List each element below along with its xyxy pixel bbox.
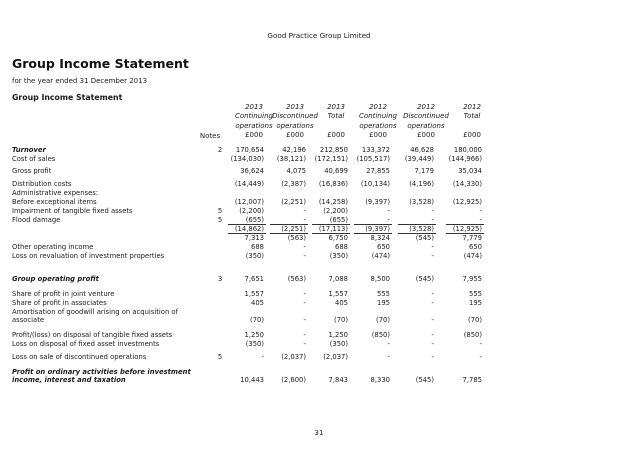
row-label: Other operating income: [12, 243, 94, 251]
subtotal-rule: [446, 224, 484, 225]
row-value: 1,250: [244, 331, 264, 339]
row-label: Before exceptional items: [12, 198, 97, 206]
row-value: 7,313: [244, 234, 264, 242]
row-value: -: [431, 340, 434, 348]
row-value: (14,330): [452, 180, 482, 188]
row-value: (563): [287, 234, 306, 242]
subtotal-rule: [228, 224, 266, 225]
row-value: 10,443: [240, 376, 264, 384]
row-value: -: [303, 331, 306, 339]
row-label: Impairment of tangible fixed assets: [12, 207, 133, 215]
row-value: (38,121): [276, 155, 306, 163]
row-label: Administrative expenses:: [12, 189, 99, 197]
row-value: -: [303, 252, 306, 260]
row-value: (9,397): [365, 225, 390, 233]
row-value: (10,134): [360, 180, 390, 188]
row-value: (2,037): [281, 353, 306, 361]
column-desc-2: operations: [359, 121, 397, 130]
row-value: (70): [250, 316, 264, 324]
row-value: (12,925): [452, 198, 482, 206]
row-value: 8,500: [370, 275, 390, 283]
row-value: (2,251): [281, 198, 306, 206]
row-value: (655): [329, 216, 348, 224]
row-value: 555: [469, 290, 482, 298]
page-number: 31: [314, 428, 324, 437]
row-label: Profit on ordinary activities before investment: [12, 368, 191, 376]
row-value: (14,862): [234, 225, 264, 233]
column-desc-1: Continuing: [359, 112, 397, 121]
row-note: 3: [217, 275, 223, 283]
row-value: -: [303, 216, 306, 224]
column-currency: £000: [286, 131, 304, 140]
row-note: 5: [217, 216, 223, 224]
row-value: (545): [415, 275, 434, 283]
row-label: Share of profit in joint venture: [12, 290, 115, 298]
row-value: 7,779: [462, 234, 482, 242]
row-value: -: [479, 340, 482, 348]
row-value: -: [479, 353, 482, 361]
subtotal-rule: [270, 233, 308, 234]
row-value: 195: [469, 299, 482, 307]
row-value: -: [431, 290, 434, 298]
column-desc-1: Discontinued: [403, 112, 449, 121]
subtotal-rule: [398, 224, 436, 225]
row-value: -: [431, 252, 434, 260]
row-value: 7,651: [244, 275, 264, 283]
subtotal-rule: [354, 233, 392, 234]
subtotal-rule: [354, 224, 392, 225]
row-value: (14,258): [318, 198, 348, 206]
row-value: -: [479, 207, 482, 215]
row-value: 1,250: [328, 331, 348, 339]
row-value: (545): [415, 234, 434, 242]
row-value: -: [431, 299, 434, 307]
company-name: Good Practice Group Limited: [267, 31, 371, 40]
column-desc-2: [316, 122, 356, 131]
column-header: [316, 103, 356, 141]
row-label: income, interest and taxation: [12, 376, 126, 384]
row-value: 4,075: [286, 167, 306, 175]
notes-column-header: Notes: [199, 132, 221, 140]
row-value: (105,517): [356, 155, 390, 163]
row-value: (850): [463, 331, 482, 339]
row-value: 212,850: [319, 146, 348, 154]
column-desc-2: operations: [235, 121, 273, 130]
row-label: Distribution costs: [12, 180, 72, 188]
column-desc-1: Total: [327, 112, 345, 121]
row-value: -: [303, 290, 306, 298]
row-value: 650: [377, 243, 390, 251]
row-value: -: [387, 207, 390, 215]
row-value: 195: [377, 299, 390, 307]
row-label: Amortisation of goodwill arising on acquisition of: [12, 308, 178, 316]
row-value: (16,836): [318, 180, 348, 188]
page-title: Group Income Statement: [12, 56, 189, 71]
row-value: 8,330: [370, 376, 390, 384]
row-label: Loss on sale of discontinued operations: [12, 353, 147, 361]
column-currency: £000: [327, 131, 345, 140]
row-value: 405: [335, 299, 348, 307]
row-label: Share of profit in associates: [12, 299, 107, 307]
row-value: 1,557: [244, 290, 264, 298]
row-value: -: [431, 331, 434, 339]
row-value: 688: [251, 243, 264, 251]
row-value: 8,324: [370, 234, 390, 242]
row-value: -: [479, 216, 482, 224]
row-label: Cost of sales: [12, 155, 56, 163]
column-desc-2: operations: [407, 121, 445, 130]
row-value: 46,628: [410, 146, 434, 154]
row-value: 6,750: [328, 234, 348, 242]
row-value: (70): [468, 316, 482, 324]
row-value: (2,600): [281, 376, 306, 384]
row-value: 40,699: [324, 167, 348, 175]
row-value: (350): [245, 340, 264, 348]
row-label: Turnover: [12, 146, 46, 154]
row-value: -: [431, 353, 434, 361]
row-value: (2,387): [281, 180, 306, 188]
row-value: 688: [335, 243, 348, 251]
row-value: (545): [415, 376, 434, 384]
column-header: [400, 103, 452, 141]
column-desc-1: Total: [463, 112, 481, 121]
row-value: 27,855: [366, 167, 390, 175]
column-year: 2012: [463, 103, 481, 111]
row-value: 35,034: [458, 167, 482, 175]
row-label: Loss on disposal of fixed asset investments: [12, 340, 160, 348]
row-label: associate: [12, 316, 45, 324]
row-value: -: [303, 207, 306, 215]
row-value: 133,372: [361, 146, 390, 154]
row-value: -: [387, 216, 390, 224]
row-label: Flood damage: [12, 216, 61, 224]
row-label: Loss on revaluation of investment properties: [12, 252, 165, 260]
column-currency: £000: [245, 131, 263, 140]
row-value: -: [387, 353, 390, 361]
row-value: (9,397): [365, 198, 390, 206]
row-value: -: [303, 243, 306, 251]
row-value: (4,196): [409, 180, 434, 188]
row-label: Group operating profit: [12, 275, 99, 283]
row-value: (134,030): [230, 155, 264, 163]
column-desc-1: Discontinued: [272, 112, 318, 121]
section-title: Group Income Statement: [12, 93, 123, 102]
row-value: 36,624: [240, 167, 264, 175]
row-value: (144,966): [448, 155, 482, 163]
column-header: [270, 103, 320, 141]
row-value: -: [431, 243, 434, 251]
row-value: (12,007): [234, 198, 264, 206]
row-value: (14,449): [234, 180, 264, 188]
subtotal-rule: [312, 224, 350, 225]
period-subtitle: for the year ended 31 December 2013: [12, 77, 148, 85]
row-note: 5: [217, 207, 223, 215]
row-value: (350): [329, 340, 348, 348]
column-desc-1: Continuing: [235, 112, 273, 121]
row-value: (172,151): [314, 155, 348, 163]
row-value: 170,654: [235, 146, 264, 154]
subtotal-rule: [270, 224, 308, 225]
column-year: 2013: [245, 103, 263, 111]
row-value: -: [261, 353, 264, 361]
column-header: [450, 103, 494, 141]
row-value: (2,200): [323, 207, 348, 215]
column-currency: £000: [463, 131, 481, 140]
row-value: (3,528): [409, 225, 434, 233]
row-value: 7,843: [328, 376, 348, 384]
row-value: 180,000: [453, 146, 482, 154]
row-value: (3,528): [409, 198, 434, 206]
row-value: 42,196: [282, 146, 306, 154]
subtotal-rule: [228, 233, 266, 234]
row-note: 2: [217, 146, 223, 154]
subtotal-rule: [398, 233, 436, 234]
row-value: (70): [334, 316, 348, 324]
row-value: (563): [287, 275, 306, 283]
row-value: 7,179: [414, 167, 434, 175]
column-year: 2013: [327, 103, 345, 111]
row-value: 405: [251, 299, 264, 307]
row-value: -: [303, 340, 306, 348]
row-value: -: [303, 299, 306, 307]
row-value: -: [303, 316, 306, 324]
row-value: 650: [469, 243, 482, 251]
row-value: -: [431, 207, 434, 215]
row-value: 1,557: [328, 290, 348, 298]
row-value: (70): [376, 316, 390, 324]
subtotal-rule: [312, 233, 350, 234]
row-note: 5: [217, 353, 223, 361]
column-year: 2013: [286, 103, 304, 111]
row-value: (474): [371, 252, 390, 260]
row-value: (39,449): [404, 155, 434, 163]
column-year: 2012: [417, 103, 435, 111]
row-value: 7,955: [462, 275, 482, 283]
row-value: -: [431, 216, 434, 224]
row-value: -: [431, 316, 434, 324]
row-value: 7,785: [462, 376, 482, 384]
column-desc-2: operations: [276, 121, 314, 130]
column-desc-2: [450, 122, 494, 131]
row-value: (474): [463, 252, 482, 260]
row-label: Gross profit: [12, 167, 52, 175]
row-label: Profit/(loss) on disposal of tangible fixed assets: [12, 331, 173, 339]
row-value: (655): [245, 216, 264, 224]
column-currency: £000: [369, 131, 387, 140]
column-year: 2012: [369, 103, 387, 111]
row-value: (2,037): [323, 353, 348, 361]
row-value: -: [387, 340, 390, 348]
row-value: (2,251): [281, 225, 306, 233]
subtotal-rule: [446, 233, 484, 234]
column-currency: £000: [417, 131, 435, 140]
row-value: (12,925): [452, 225, 482, 233]
row-value: (350): [329, 252, 348, 260]
row-value: (17,113): [318, 225, 348, 233]
row-value: (850): [371, 331, 390, 339]
column-header: [356, 103, 400, 141]
row-value: (2,200): [239, 207, 264, 215]
row-value: (350): [245, 252, 264, 260]
row-value: 555: [377, 290, 390, 298]
row-value: 7,088: [328, 275, 348, 283]
